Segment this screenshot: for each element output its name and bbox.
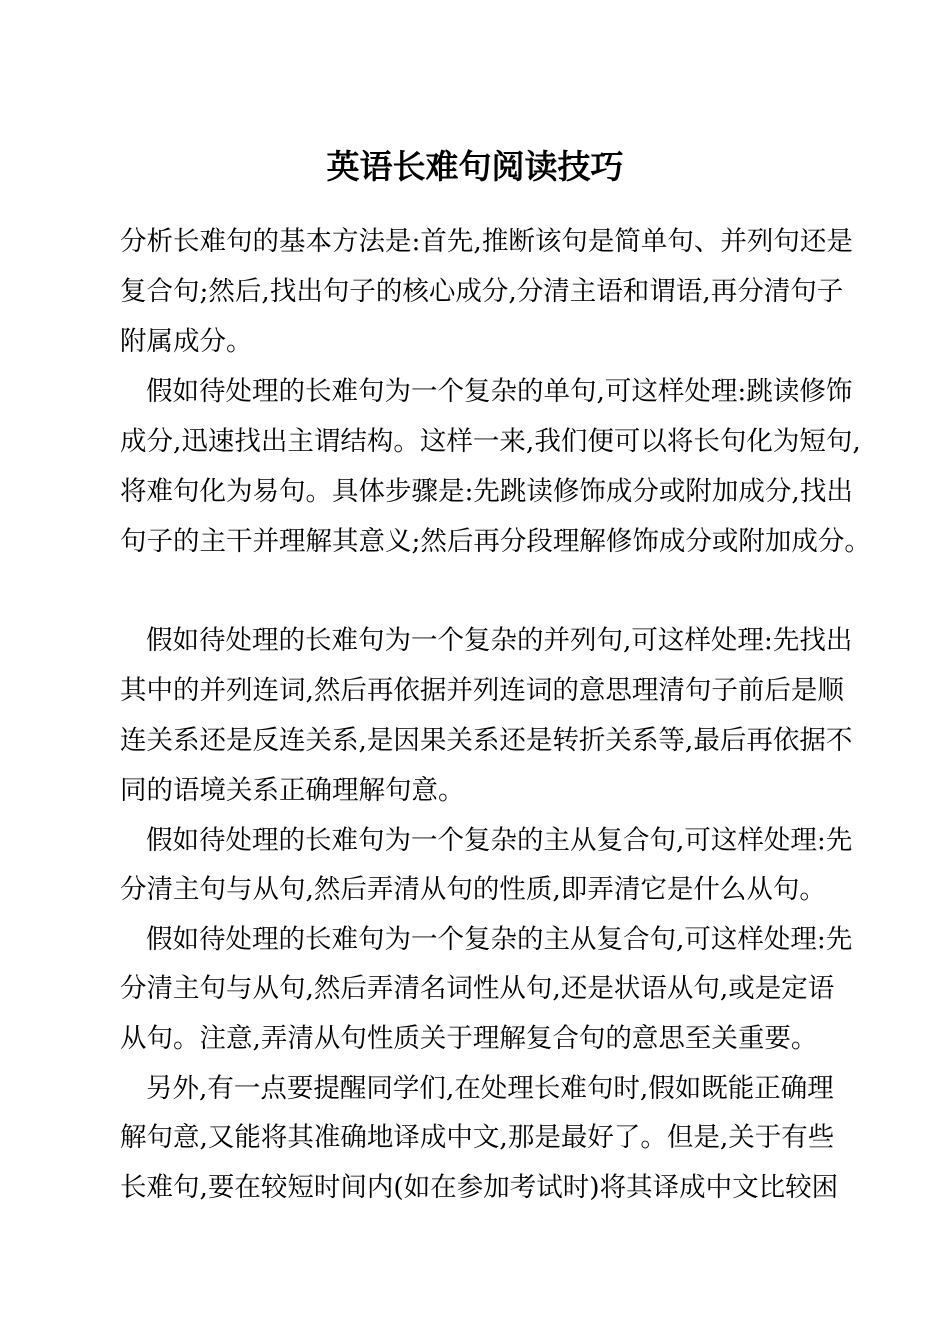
- text-line: 假如待处理的长难句为一个复杂的单句,可这样处理:跳读修饰: [146, 376, 853, 407]
- text-line: 连关系还是反连关系,是因果关系还是转折关系等,最后再依据不: [120, 725, 853, 756]
- text-line: 假如待处理的长难句为一个复杂的并列句,可这样处理:先找出: [146, 625, 853, 656]
- text-line: 假如待处理的长难句为一个复杂的主从复合句,可这样处理:先: [146, 924, 853, 955]
- text-line: 句子的主干并理解其意义;然后再分段理解修饰成分或附加成分。: [120, 526, 871, 557]
- text-line: 复合句;然后,找出句子的核心成分,分清主语和谓语,再分清句子: [120, 276, 844, 307]
- text-line: 分析长难句的基本方法是:首先,推断该句是简单句、并列句还是: [120, 226, 853, 257]
- text-line: 假如待处理的长难句为一个复杂的主从复合句,可这样处理:先: [146, 825, 853, 856]
- text-line: 解句意,又能将其准确地译成中文,那是最好了。但是,关于有些: [120, 1122, 835, 1153]
- text-line: 附属成分。: [120, 326, 253, 357]
- text-line: 分清主句与从句,然后弄清从句的性质,即弄清它是什么从句。: [120, 874, 826, 905]
- text-line: 长难句,要在较短时间内(如在参加考试时)将其译成中文比较困: [120, 1172, 839, 1203]
- text-line: 将难句化为易句。具体步骤是:先跳读修饰成分或附加成分,找出: [120, 476, 853, 507]
- document-title: 英语长难句阅读技巧: [326, 147, 624, 186]
- text-line: 从句。注意,弄清从句性质关于理解复合句的意思至关重要。: [120, 1023, 818, 1054]
- text-line: 分清主句与从句,然后弄清名词性从句,还是状语从句,或是定语: [120, 973, 835, 1004]
- text-line: 同的语境关系正确理解句意。: [120, 775, 465, 806]
- text-line: 成分,迅速找出主谓结构。这样一来,我们便可以将长句化为短句,: [120, 426, 861, 457]
- text-line: 另外,有一点要提醒同学们,在处理长难句时,假如既能正确理: [146, 1073, 834, 1104]
- text-line: 其中的并列连词,然后再依据并列连词的意思理清句子前后是顺: [120, 675, 844, 706]
